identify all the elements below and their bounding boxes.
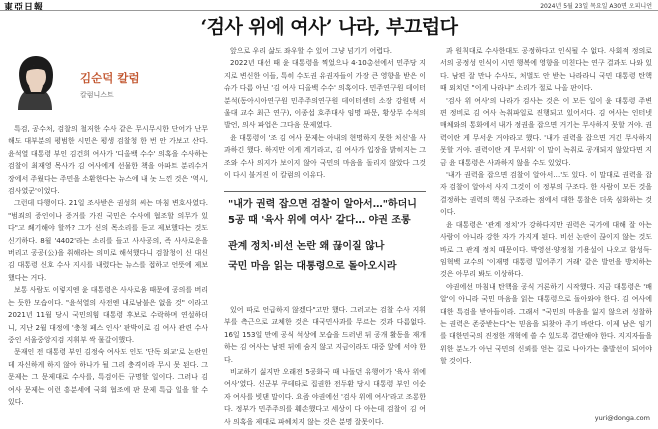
paragraph: 야권에선 마침내 탄핵을 공식 거론하기 시작했다. 지금 대통령은 '배알'이 아니라 국민 마음을 읽는 대통령으로 돌아와야 한다. 김 여사에 대한 특검을 받아들이라. 그래서 "국민의 마음을 잃지 않으려 성찰하는 권력은 존중받는다"는 믿음을 되찾아 주기 바란다. 이제 남은 임기를 대한민국의 진정한 개혁에 쓸 수 있도록 결단해야 한다. 지지자들을 위한 분노가 아닌 국민의 신뢰를 얻는 길로 나아가는 출발선이 되어야 할 것이다. — [440, 282, 652, 366]
paragraph: 그런데 다행이다. 21일 조사받은 권성희 씨는 마침 변호사였다. "범죄의 증인이나 증거를 가진 국민은 수사에 협조할 의무가 있다"고 쐐기해야 할까? 그가 신의 목소리를 듣고 제보했다는 것도 신기하다. 8월 '4402'라는 소리를 들고 사사공의, 즉 사사로운을 버리고 공공(公)을 취해라는 의미로 해석했다니 검찰청이 신 대신 김 대통령 신호 수사 지시를 내렸다는 뉴스를 접하고 언뜻에 제보했다는 거다. — [8, 199, 208, 282]
paragraph: 보통 사람도 이렇지엔 윤 대통령은 사사로움 때문에 공의를 버리는 듯한 모습이다. "윤석열의 사전엔 내로남불은 없을 것" 이라고 2021년 11월 당시 국민의힘 대통령 후보로 수락하며 연설하더니, 지난 2월 대정에 '충청 페스 인사' 판박이로 김 여사 관련 수사 중인 서울중앙지검 지휘부 싹 물갈이했다. — [8, 286, 208, 344]
paragraph: 윤 대통령이 '조 김 여사 문제는 아내의 현명하지 못한 처신'을 사과하긴 했다. 하지만 이게 계기라고, 김 여사가 입장을 밝히지는 그 조와 수사 의지가 보이지 않아 국민의 마음을 돌리지 않았다 그것이 다시 불거진 이 칼럼의 이유다. — [224, 133, 426, 180]
paragraph: '내가 권력을 잡으면 검찰이 알아서…'도 있다. 이 말대로 권력을 잡자 검찰이 알아서 사지 그것이 이 정부의 구조다. 한 사람이 모든 것을 결정하는 권력의 핵심 구조라는 점에서 대한 통찰은 더욱 심화하는 것이다. — [440, 171, 652, 217]
column-2 — [224, 45, 426, 426]
pull-quote — [224, 191, 426, 301]
paragraph: 있어 따로 언급하지 않겠다"고만 했다. 그러고는 검찰 수사 지휘부를 측근으로 교체한 것은 대국민사과를 무르는 것과 다름없다. 16일 153일 만에 공식 석상에 모습을 드러낸 뒤 공개 활동을 재개하는 김 여사는 남편 뒤에 숨지 않고 지금이라도 대중 앞에 서야 한다. — [224, 306, 426, 364]
author-email: yuri@donga.com — [594, 414, 650, 422]
columnist-role: 칼럼니스트 — [80, 91, 114, 99]
pull-quote-line: 관계 정치·비선 논란 왜 끊이질 않나 — [228, 241, 385, 252]
column-1-body — [8, 123, 208, 408]
columnist-name: 김순덕 칼럼 — [80, 71, 140, 85]
pull-quote-line: "내가 권력 잡으면 검찰이 알아서…"하더니 — [228, 199, 417, 210]
paragraph: 앞으로 우리 삶도 좌우할 수 있어 그냥 넘기기 어렵다. — [230, 47, 393, 55]
pull-quote-line: 국민 마음 읽는 대통령으로 돌아오시라 — [228, 261, 397, 272]
paragraph: 문재인 전 대통령 부인 김정숙 여사도 인도 '단독 외교'로 논란인데 자신하게 하지 않아 하나가 될 그리 충격이라 무시 못 된다. 그 문제는 그 문제대로 수사를, 특검이든 규명할 일이다. 그러나 김 여사 문제는 이런 흥분세에 국회 협조에 판 문제 특급 일을 할 수 있다. — [8, 348, 208, 406]
paragraph: 비교하기 싫지만 오래전 5공화국 때 나돌던 유행어가 '육사 위에 여사'였다. 신군부 쿠데타로 집권한 전두환 당시 대통령 부인 이순자 여사를 빗댄 말이다. 요즘 야권에선 '검사 위에 여사'라고 조롱한다. 정부가 민주주의를 훼손했다고 세상이 다 아는데 검찰이 김 여사 의혹을 제대로 파헤치지 않는 것은 분명 잘못이다. — [224, 368, 426, 426]
header-divider — [0, 10, 658, 11]
paragraph: '검사 위 여사'의 나라가 검사는 것은 이 모든 일이 윤 대통령 주변 편 정비로 김 여사 녹취파일로 진행되고 있어서다. 김 여사는 인터넷 매체와의 통화에서 내가 정권을 잡으면 거기는 무사하지 못할 거야. 권력이란 게 무서운 거야라고 했다. '내가 권력을 잡으면 거긴 무사하지 못할 거야. 권력이란 게 무서워' 이 말이 녹취로 공개되지 않았다면 지금 윤 대통령은 사과하지 않을 수도 있었다. — [440, 96, 652, 167]
column-3 — [440, 45, 652, 413]
page-header — [0, 0, 658, 13]
newspaper-name: 東亞日報 — [4, 3, 45, 13]
column-2-bottom — [224, 304, 426, 426]
paragraph: 윤 대통령은 '관계 정치'가 강하다지만 권력은 국가에 대해 잘 아는 사람이 아니라 강한 자가 가지게 된다. 비선 논란이 끊이지 않는 것도 바로 그 관계 정치 때문이다. 박영선·양정철 기용설이 나오고 함성득·임혁백 교수의 '이재명 대통령 밀어주기 거래' 같은 발언을 방치하는 것은 아무리 봐도 이상하다. — [440, 220, 652, 279]
article-headline: ‘검사 위에 여사’ 나라, 부끄럽다 — [200, 16, 458, 38]
column-2-top — [224, 45, 426, 187]
paragraph: 2022년 대선 때 윤 대통령을 찍었으나 4·10총선에서 민주당 지지로 변신한 이들, 특히 수도권 유권자들이 가장 큰 영향을 받은 이슈가 다름 아닌 '김 여사 디올백 수수' 의혹이다. 민주연구원 데이터 분석(동아시아연구원 민주주의연구원 데이터센터 소장 강원택 서울대 교수 최근 연구), 이종섭 호주대사 임명 파문, 황상무 수석의 발언, 의사 파업은 그다음 문제였다. — [224, 59, 426, 130]
pull-quote-line: 5공 때 '육사 위에 여사' 같다… 야권 조롱 — [228, 215, 411, 226]
pull-quote-rule — [224, 191, 426, 192]
column-1 — [8, 45, 208, 415]
paragraph: 과 원칙대로 수사한대도 공정하다고 인식될 수 없다. 사회적 정의로서의 공정성 인식이 시민 행복에 영향을 미친다는 연구 결과도 나와 있다. 남편 잘 만나 수사도, 처벌도 안 받는 나라라니 국민 대통령 탄핵 때 외치던 "이게 나라냐" 소리가 절로 나올 판이다. — [440, 47, 652, 93]
paragraph: 특검, 공수처, 검찰의 철저한 수사 같은 무시무시한 단어가 난무해도 대부분의 평범한 시민은 평생 검찰청 한 번 안 가보고 산다. 윤석열 대통령 부인 김건희 여사가 '디올백 수수' 의혹을 수사하는 검찰이 최재영 목사가 김 여사에게 선물한 책을 아파트 분리수거장에서 주웠다는 주민을 소환한다는 뉴스에 내 놋 느낀 것은 '역시, 검사였군'이었다. — [8, 125, 208, 196]
date-line: 2024년 5월 23일 목요일 A30면 오피니언 — [540, 3, 652, 10]
